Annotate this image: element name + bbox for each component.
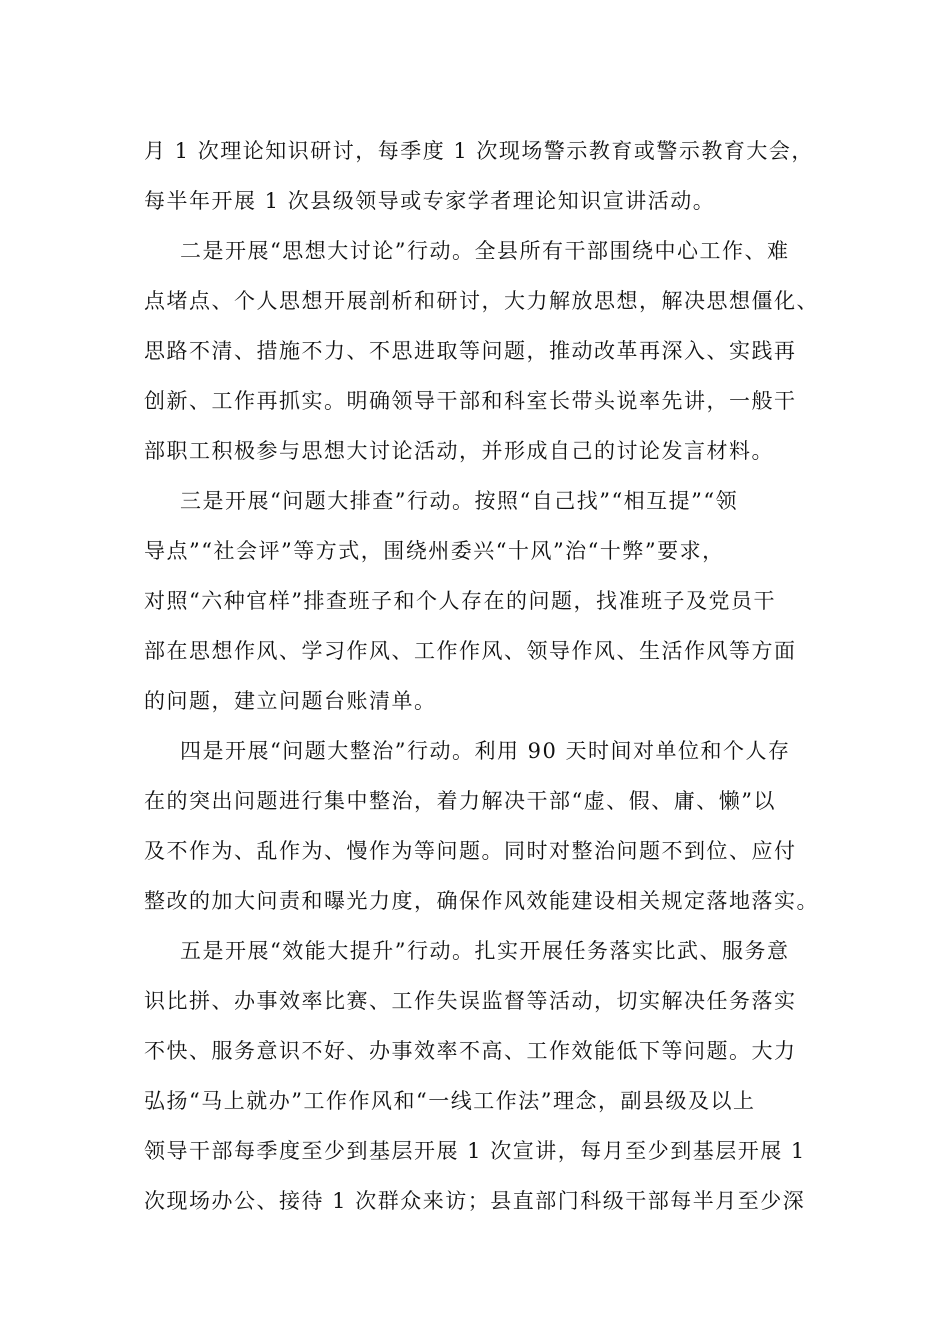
text-line: 对照“六种官样”排查班子和个人存在的问题，找准班子及党员干 bbox=[144, 589, 776, 613]
text-line: 不快、服务意识不好、办事效率不高、工作效能低下等问题。大力 bbox=[144, 1039, 797, 1063]
text-line: 月 1 次理论知识研讨，每季度 1 次现场警示教育或警示教育大会， bbox=[144, 139, 814, 163]
text-line: 部在思想作风、学习作风、工作作风、领导作风、生活作风等方面 bbox=[144, 639, 797, 663]
paragraph-start-line: 四是开展“问题大整治”行动。利用 90 天时间对单位和个人存 bbox=[180, 739, 791, 763]
text-line: 部职工积极参与思想大讨论活动，并形成自己的讨论发言材料。 bbox=[144, 439, 774, 463]
text-line: 在的突出问题进行集中整治，着力解决干部“虚、假、庸、懒”以 bbox=[144, 789, 776, 813]
text-line: 思路不清、措施不力、不思进取等问题，推动改革再深入、实践再 bbox=[144, 339, 797, 363]
text-line: 点堵点、个人思想开展剖析和研讨，大力解放思想，解决思想僵化、 bbox=[144, 289, 819, 313]
text-line: 识比拼、办事效率比赛、工作失误监督等活动，切实解决任务落实 bbox=[144, 989, 797, 1013]
text-line: 次现场办公、接待 1 次群众来访；县直部门科级干部每半月至少深 bbox=[144, 1189, 806, 1213]
paragraph-start-line: 三是开展“问题大排查”行动。按照“自己找”“相互提”“领 bbox=[180, 489, 739, 513]
text-line: 整改的加大问责和曝光力度，确保作风效能建设相关规定落地落实。 bbox=[144, 889, 819, 913]
text-line: 导点”“社会评”等方式，围绕州委兴“十风”治“十弊”要求， bbox=[144, 539, 725, 563]
text-line: 的问题，建立问题台账清单。 bbox=[144, 689, 437, 713]
text-line: 领导干部每季度至少到基层开展 1 次宣讲，每月至少到基层开展 1 bbox=[144, 1139, 806, 1163]
text-line: 及不作为、乱作为、慢作为等问题。同时对整治问题不到位、应付 bbox=[144, 839, 797, 863]
document-body bbox=[144, 130, 824, 1230]
text-line: 弘扬“马上就办”工作作风和“一线工作法”理念，副县级及以上 bbox=[144, 1089, 756, 1113]
paragraph-start-line: 二是开展“思想大讨论”行动。全县所有干部围绕中心工作、难 bbox=[180, 239, 790, 263]
text-line: 每半年开展 1 次县级领导或专家学者理论知识宣讲活动。 bbox=[144, 189, 716, 213]
text-line: 创新、工作再抓实。明确领导干部和科室长带头说率先讲，一般干 bbox=[144, 389, 797, 413]
paragraph-start-line: 五是开展“效能大提升”行动。扎实开展任务落实比武、服务意 bbox=[180, 939, 790, 963]
